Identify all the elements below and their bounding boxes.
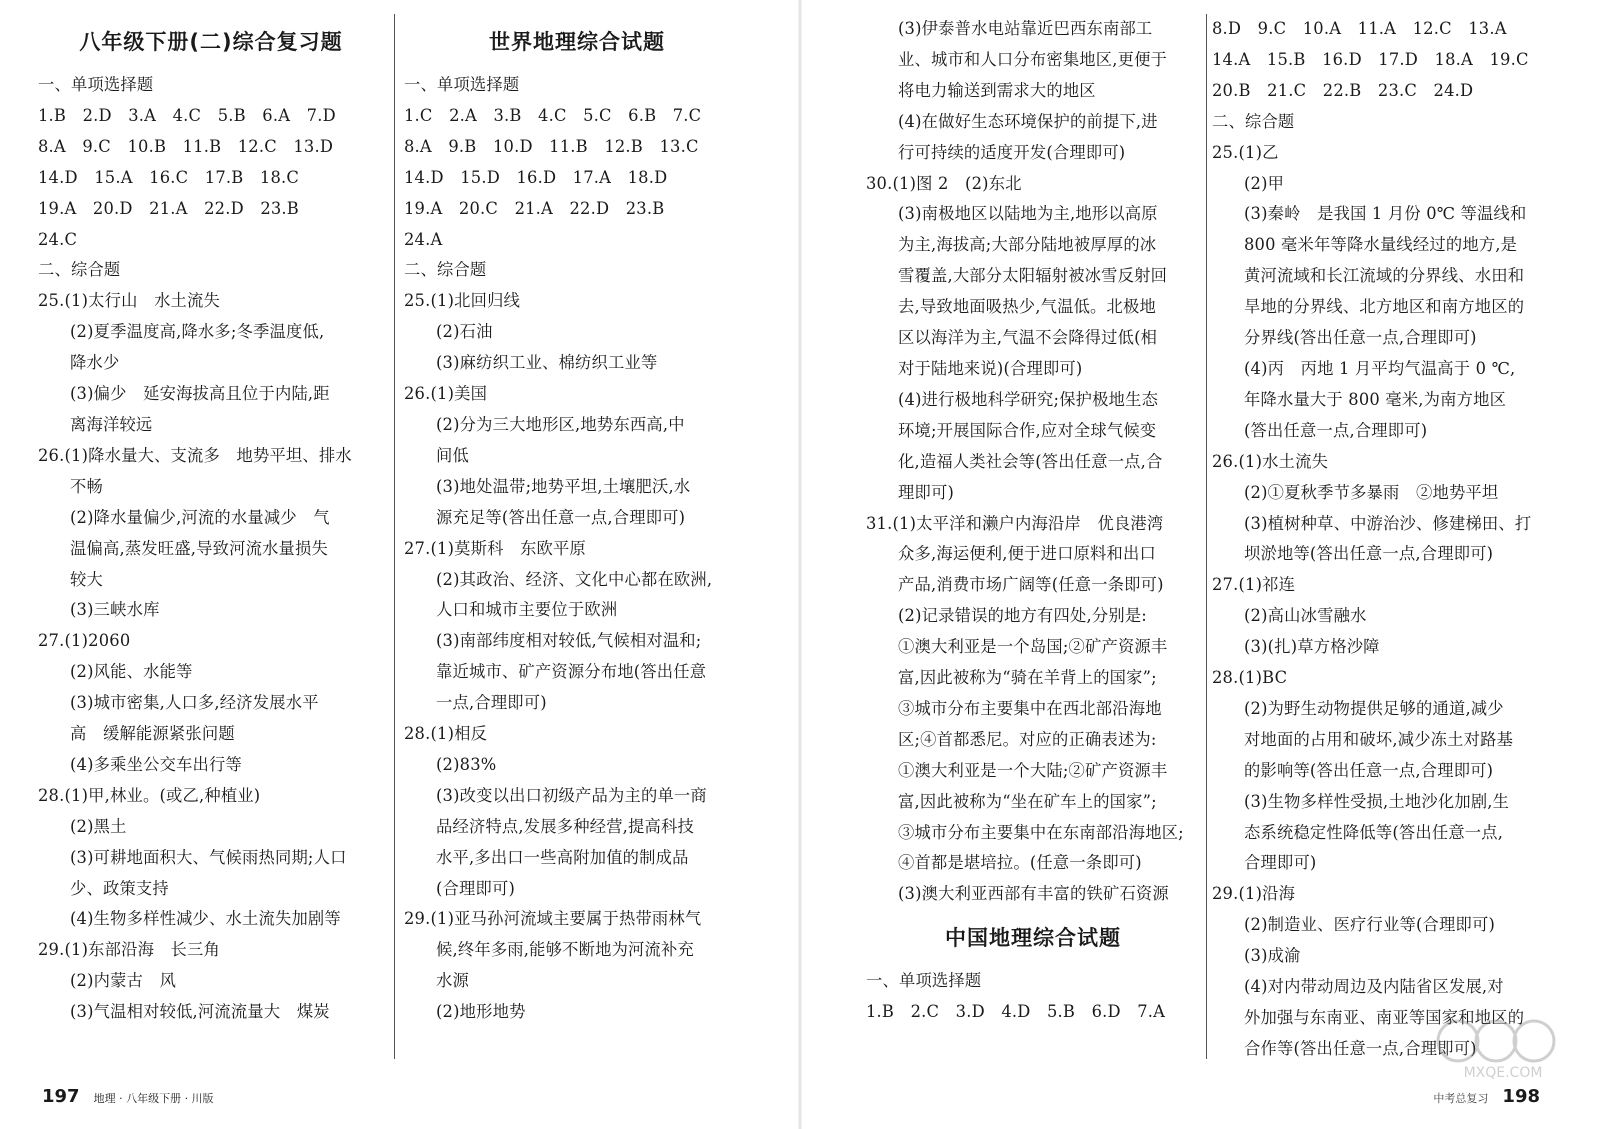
text-line: 14.D 15.A 16.C 17.B 18.C (38, 167, 300, 187)
text-line: 间低 (436, 445, 469, 465)
text-line: 26.(1)降水量大、支流多 地势平坦、排水 (38, 445, 352, 465)
text-line: 一点,合理即可) (436, 693, 547, 713)
text-line: (3)(扎)草方格沙障 (1244, 637, 1380, 657)
text-line: (3)南极地区以陆地为主,地形以高原 (898, 204, 1158, 224)
text-line: (3)地处温带;地势平坦,土壤肥沃,水 (436, 476, 691, 496)
text-line: 一、单项选择题 (38, 75, 154, 94)
text-line: 1.B 2.D 3.A 4.C 5.B 6.A 7.D (38, 105, 336, 125)
text-line: 28.(1)BC (1212, 668, 1288, 688)
text-line: 靠近城市、矿产资源分布地(答出任意 (436, 662, 707, 682)
watermark-logo (1428, 1013, 1578, 1083)
text-line: 一、单项选择题 (866, 971, 982, 991)
text-line: 少、政策支持 (70, 878, 169, 898)
text-line: 二、综合题 (404, 260, 487, 280)
text-line: 雪覆盖,大部分太阳辐射被冰雪反射回 (898, 266, 1168, 286)
text-line: 25.(1)乙 (1212, 142, 1279, 162)
text-line: (4)丙 丙地 1 月平均气温高于 0 ℃, (1244, 358, 1516, 378)
text-line: 区;④首都悉尼。对应的正确表述为: (898, 729, 1157, 749)
text-line: (2)降水量偏少,河流的水量减少 气 (70, 507, 330, 527)
left-column-1 (38, 14, 384, 1059)
text-line: 高 缓解能源紧张问题 (70, 724, 235, 744)
watermark-text: MXQE.COM (1463, 1065, 1543, 1081)
text-line: 14.A 15.B 16.D 17.D 18.A 19.C (1212, 49, 1529, 69)
text-line: 19.A 20.D 21.A 22.D 23.B (38, 198, 299, 218)
text-line: 去,导致地面吸热少,气温低。北极地 (898, 297, 1156, 317)
text-line: 8.A 9.B 10.D 11.B 12.B 13.C (404, 136, 699, 156)
text-line: ④首都是堪培拉。(任意一条即可) (898, 853, 1142, 873)
text-line: 30.(1)图 2 (2)东北 (866, 173, 1022, 193)
text-line: (3)可耕地面积大、气候雨热同期;人口 (70, 847, 347, 867)
text-line: ①澳大利亚是一个岛国;②矿产资源丰 (898, 637, 1168, 657)
text-line: 26.(1)美国 (404, 384, 488, 404)
footer-text: 中考总复习 (1433, 1092, 1489, 1105)
section-title: 世界地理综合试题 (489, 30, 665, 54)
text-line: 外加强与东南亚、南亚等国家和地区的 (1244, 1008, 1525, 1027)
text-line: 黄河流域和长江流域的分界线、水田和 (1244, 266, 1525, 286)
text-line: 29.(1)东部沿海 长三角 (38, 940, 221, 960)
footer-text: 地理 · 八年级下册 · 川版 (93, 1092, 214, 1105)
column-divider (1206, 14, 1207, 1059)
text-line: 1.B 2.C 3.D 4.D 5.B 6.D 7.A (866, 1002, 1166, 1022)
text-line: (2)83% (436, 754, 497, 774)
text-line: (3)三峡水库 (70, 600, 160, 620)
text-line: (答出任意一点,合理即可) (1244, 420, 1428, 440)
text-line: (2)黑土 (70, 816, 127, 836)
text-line: (4)对内带动周边及内陆省区发展,对 (1244, 977, 1504, 997)
text-line: (4)在做好生态环境保护的前提下,进 (898, 111, 1158, 131)
text-line: (3)成渝 (1244, 946, 1301, 966)
text-line: 对地面的占用和破坏,减少冻土对路基 (1244, 729, 1514, 749)
text-line: (3)偏少 延安海拔高且位于内陆,距 (70, 384, 330, 404)
text-line: (2)夏季温度高,降水多;冬季温度低, (70, 322, 325, 342)
left-page-footer (42, 1086, 214, 1107)
text-line: 800 毫米年等降水量线经过的地方,是 (1244, 235, 1518, 255)
text-line: 24.C (38, 229, 78, 249)
text-line: 年降水量大于 800 毫米,为南方地区 (1244, 389, 1507, 409)
text-line: 离海洋较远 (70, 414, 153, 434)
text-line: 将电力输送到需求大的地区 (898, 80, 1096, 100)
column-divider (394, 14, 395, 1059)
text-line: 26.(1)水土流失 (1212, 451, 1329, 471)
text-line: (4)生物多样性减少、水土流失加剧等 (70, 909, 341, 929)
text-line: (2)①夏秋季节多暴雨 ②地势平坦 (1244, 482, 1499, 502)
left-column-2 (404, 14, 750, 1059)
text-line: (3)澳大利亚西部有丰富的铁矿石资源 (898, 884, 1169, 904)
section-title: 中国地理综合试题 (945, 926, 1121, 951)
text-line: (2)内蒙古 风 (70, 971, 177, 991)
text-line: (3)秦岭 是我国 1 月份 0℃ 等温线和 (1244, 204, 1527, 224)
text-line: 水源 (436, 971, 469, 991)
text-line: 品经济特点,发展多种经营,提高科技 (436, 816, 694, 836)
text-line: 28.(1)相反 (404, 724, 488, 744)
text-line: 环境;开展国际合作,应对全球气候变 (898, 420, 1157, 440)
text-line: (2)分为三大地形区,地势东西高,中 (436, 414, 685, 434)
text-line: ①澳大利亚是一个大陆;②矿产资源丰 (898, 760, 1168, 780)
page-number: 198 (1502, 1086, 1540, 1107)
text-line: 化,造福人类社会等(答出任意一点,合 (898, 451, 1163, 471)
text-line: 富,因此被称为“骑在羊背上的国家”; (898, 668, 1157, 688)
text-line: 27.(1)祁连 (1212, 575, 1296, 595)
text-line: 温偏高,蒸发旺盛,导致河流水量损失 (70, 538, 328, 558)
text-line: (2)为野生动物提供足够的通道,减少 (1244, 698, 1504, 718)
right-column-2 (1212, 14, 1558, 1059)
text-line: (2)其政治、经济、文化中心都在欧洲, (436, 569, 713, 589)
text-line: 理即可) (898, 482, 954, 502)
text-line: ③城市分布主要集中在东南部沿海地区; (898, 822, 1184, 842)
text-line: 8.D 9.C 10.A 11.A 12.C 13.A (1212, 19, 1507, 38)
text-line: 水平,多出口一些高附加值的制成品 (436, 847, 689, 867)
text-line: 富,因此被称为“坐在矿车上的国家”; (898, 791, 1157, 811)
text-line: 一、单项选择题 (404, 75, 520, 94)
text-line: 二、综合题 (1212, 111, 1295, 131)
text-line: 1.C 2.A 3.B 4.C 5.C 6.B 7.C (404, 105, 702, 125)
text-line: (2)石油 (436, 322, 493, 342)
text-line: 合理即可) (1244, 853, 1317, 873)
text-line: 源充足等(答出任意一点,合理即可) (436, 507, 686, 527)
text-line: 29.(1)沿海 (1212, 884, 1296, 904)
section-title: 八年级下册(二)综合复习题 (79, 30, 343, 54)
text-line: 态系统稳定性降低等(答出任意一点, (1244, 822, 1504, 842)
text-line: (4)进行极地科学研究;保护极地生态 (898, 389, 1159, 409)
text-line: 产品,消费市场广阔等(任意一条即可) (898, 575, 1164, 595)
text-line: (3)南部纬度相对较低,气候相对温和; (436, 631, 702, 651)
text-line: 较大 (70, 569, 103, 589)
text-line: 对于陆地来说)(合理即可) (898, 358, 1083, 378)
text-line: 候,终年多雨,能够不断地为河流补充 (436, 940, 694, 960)
text-line: 合作等(答出任意一点,合理即可) (1244, 1038, 1477, 1058)
text-line: (2)地形地势 (436, 1002, 526, 1022)
text-line: 坝淤地等(答出任意一点,合理即可) (1244, 544, 1494, 564)
text-line: 27.(1)莫斯科 东欧平原 (404, 538, 587, 558)
text-line: (3)麻纺织工业、棉纺织工业等 (436, 353, 658, 373)
text-line: 旱地的分界线、北方地区和南方地区的 (1244, 297, 1525, 317)
text-line: 行可持续的适度开发(合理即可) (898, 142, 1126, 162)
text-line: 14.D 15.D 16.D 17.A 18.D (404, 167, 668, 187)
text-line: 25.(1)太行山 水土流失 (38, 291, 221, 311)
text-line: 区以海洋为主,气温不会降得过低(相 (898, 328, 1158, 348)
text-line: 20.B 21.C 22.B 23.C 24.D (1212, 80, 1474, 100)
right-page-footer (1433, 1086, 1540, 1107)
text-line: (合理即可) (436, 878, 516, 898)
text-line: 24.A (404, 229, 443, 249)
text-line: (3)改变以出口初级产品为主的单一商 (436, 785, 707, 805)
text-line: 降水少 (70, 353, 120, 373)
text-line: ③城市分布主要集中在西北部沿海地 (898, 698, 1162, 718)
text-line: (3)生物多样性受损,土地沙化加剧,生 (1244, 791, 1510, 811)
text-line: 8.A 9.C 10.B 11.B 12.C 13.D (38, 136, 334, 156)
page-number: 197 (42, 1086, 80, 1107)
text-line: (2)记录错误的地方有四处,分别是: (898, 606, 1147, 626)
text-line: 不畅 (70, 476, 103, 496)
right-column-1 (866, 14, 1200, 1059)
text-line: (2)风能、水能等 (70, 662, 193, 682)
right-page (800, 0, 1600, 1129)
text-line: 的影响等(答出任意一点,合理即可) (1244, 760, 1494, 780)
text-line: (3)植树种草、中游治沙、修建梯田、打 (1244, 513, 1532, 533)
text-line: 众多,海运便利,便于进口原料和出口 (898, 544, 1156, 564)
text-line: 19.A 20.C 21.A 22.D 23.B (404, 198, 665, 218)
text-line: (3)城市密集,人口多,经济发展水平 (70, 693, 319, 713)
text-line: 25.(1)北回归线 (404, 291, 521, 311)
text-line: (2)高山冰雪融水 (1244, 606, 1367, 626)
text-line: (3)伊泰普水电站靠近巴西东南部工 (898, 19, 1153, 38)
text-line: (2)制造业、医疗行业等(合理即可) (1244, 915, 1496, 935)
text-line: 为主,海拔高;大部分陆地被厚厚的冰 (898, 235, 1157, 255)
text-line: 分界线(答出任意一点,合理即可) (1244, 328, 1477, 348)
text-line: 27.(1)2060 (38, 631, 131, 651)
text-line: (4)多乘坐公交车出行等 (70, 754, 242, 774)
text-line: 28.(1)甲,林业。(或乙,种植业) (38, 785, 261, 805)
text-line: (3)气温相对较低,河流流量大 煤炭 (70, 1002, 330, 1022)
text-line: (2)甲 (1244, 173, 1285, 193)
text-line: 31.(1)太平洋和濑户内海沿岸 优良港湾 (866, 513, 1164, 533)
text-line: 29.(1)亚马孙河流域主要属于热带雨林气 (404, 909, 702, 929)
text-line: 二、综合题 (38, 260, 121, 280)
text-line: 业、城市和人口分布密集地区,更便于 (898, 49, 1168, 69)
text-line: 人口和城市主要位于欧洲 (436, 600, 618, 620)
